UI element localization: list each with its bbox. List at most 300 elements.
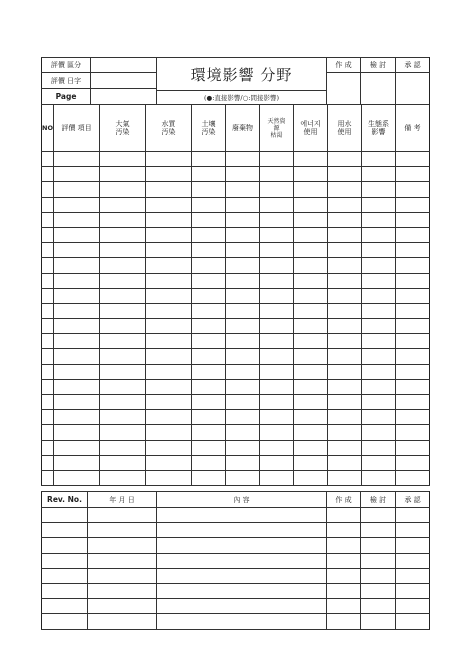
table-cell[interactable] — [54, 349, 100, 364]
table-cell[interactable] — [396, 568, 430, 583]
table-cell[interactable] — [328, 455, 362, 470]
eval-date-value[interactable] — [91, 73, 157, 89]
table-cell[interactable] — [294, 379, 328, 394]
table-cell[interactable] — [260, 379, 294, 394]
table-cell[interactable] — [362, 334, 396, 349]
table-cell[interactable] — [100, 470, 146, 485]
table-cell[interactable] — [362, 182, 396, 197]
table-cell[interactable] — [42, 182, 54, 197]
table-cell[interactable] — [157, 538, 327, 553]
evaluation-header-row — [42, 105, 430, 152]
table-cell[interactable] — [42, 334, 54, 349]
table-cell[interactable] — [100, 273, 146, 288]
table-cell[interactable] — [100, 303, 146, 318]
table-cell[interactable] — [100, 395, 146, 410]
table-cell[interactable] — [396, 273, 430, 288]
table-cell[interactable] — [328, 334, 362, 349]
table-cell[interactable] — [42, 197, 54, 212]
table-cell[interactable] — [157, 568, 327, 583]
table-cell[interactable] — [294, 258, 328, 273]
table-cell[interactable] — [327, 599, 361, 614]
table-cell[interactable] — [42, 273, 54, 288]
table-cell[interactable] — [328, 258, 362, 273]
table-cell[interactable] — [362, 395, 396, 410]
table-cell[interactable] — [294, 227, 328, 242]
table-cell[interactable] — [294, 212, 328, 227]
table-cell[interactable] — [396, 288, 430, 303]
approval-sign-approve[interactable] — [396, 73, 430, 105]
table-cell[interactable] — [396, 538, 430, 553]
table-cell[interactable] — [396, 334, 430, 349]
table-cell[interactable] — [54, 319, 100, 334]
table-cell[interactable] — [54, 303, 100, 318]
table-cell[interactable] — [192, 167, 226, 182]
table-cell[interactable] — [54, 395, 100, 410]
table-cell[interactable] — [100, 379, 146, 394]
table-cell[interactable] — [54, 410, 100, 425]
table-cell[interactable] — [328, 364, 362, 379]
table-cell[interactable] — [328, 319, 362, 334]
table-cell[interactable] — [54, 334, 100, 349]
table-cell[interactable] — [361, 523, 396, 538]
table-cell[interactable] — [42, 243, 54, 258]
table-cell[interactable] — [100, 410, 146, 425]
table-cell[interactable] — [42, 379, 54, 394]
table-cell[interactable] — [42, 303, 54, 318]
table-cell[interactable] — [294, 288, 328, 303]
table-cell[interactable] — [192, 455, 226, 470]
table-cell[interactable] — [294, 395, 328, 410]
table-cell[interactable] — [192, 227, 226, 242]
table-cell[interactable] — [88, 583, 157, 598]
table-cell[interactable] — [54, 258, 100, 273]
table-cell[interactable] — [226, 349, 260, 364]
table-cell[interactable] — [260, 349, 294, 364]
table-cell[interactable] — [146, 288, 192, 303]
table-cell[interactable] — [327, 538, 361, 553]
table-cell[interactable] — [396, 319, 430, 334]
table-cell[interactable] — [361, 538, 396, 553]
table-cell[interactable] — [100, 319, 146, 334]
table-cell[interactable] — [260, 395, 294, 410]
table-cell[interactable] — [396, 470, 430, 485]
table-cell[interactable] — [396, 152, 430, 167]
table-cell[interactable] — [192, 349, 226, 364]
table-cell[interactable] — [42, 395, 54, 410]
table-cell[interactable] — [192, 273, 226, 288]
table-cell[interactable] — [226, 258, 260, 273]
table-cell[interactable] — [294, 349, 328, 364]
table-cell[interactable] — [192, 152, 226, 167]
table-cell[interactable] — [361, 508, 396, 523]
table-cell[interactable] — [146, 152, 192, 167]
table-cell[interactable] — [362, 258, 396, 273]
table-cell[interactable] — [157, 553, 327, 568]
table-cell[interactable] — [362, 167, 396, 182]
table-cell[interactable] — [328, 227, 362, 242]
table-cell[interactable] — [146, 334, 192, 349]
table-cell[interactable] — [396, 455, 430, 470]
table-cell[interactable] — [396, 167, 430, 182]
table-cell[interactable] — [54, 455, 100, 470]
table-cell[interactable] — [327, 508, 361, 523]
table-cell[interactable] — [362, 303, 396, 318]
table-cell[interactable] — [42, 152, 54, 167]
table-cell[interactable] — [146, 455, 192, 470]
table-cell[interactable] — [226, 425, 260, 440]
table-cell[interactable] — [260, 364, 294, 379]
table-cell[interactable] — [100, 258, 146, 273]
table-cell[interactable] — [226, 288, 260, 303]
table-cell[interactable] — [192, 243, 226, 258]
table-cell[interactable] — [192, 379, 226, 394]
table-cell[interactable] — [328, 303, 362, 318]
table-cell[interactable] — [260, 288, 294, 303]
table-cell[interactable] — [226, 182, 260, 197]
table-cell[interactable] — [396, 364, 430, 379]
table-cell[interactable] — [260, 167, 294, 182]
table-cell[interactable] — [362, 440, 396, 455]
table-cell[interactable] — [192, 425, 226, 440]
table-cell[interactable] — [328, 182, 362, 197]
table-cell[interactable] — [294, 167, 328, 182]
table-cell[interactable] — [396, 258, 430, 273]
table-cell[interactable] — [42, 553, 88, 568]
table-cell[interactable] — [362, 379, 396, 394]
table-cell[interactable] — [396, 599, 430, 614]
table-cell[interactable] — [88, 523, 157, 538]
table-cell[interactable] — [294, 425, 328, 440]
table-cell[interactable] — [396, 197, 430, 212]
table-cell[interactable] — [226, 410, 260, 425]
table-cell[interactable] — [157, 614, 327, 629]
table-cell[interactable] — [294, 455, 328, 470]
table-cell[interactable] — [42, 455, 54, 470]
table-cell[interactable] — [100, 425, 146, 440]
table-cell[interactable] — [42, 440, 54, 455]
table-cell[interactable] — [42, 614, 88, 629]
table-cell[interactable] — [328, 425, 362, 440]
table-cell[interactable] — [294, 440, 328, 455]
table-cell[interactable] — [226, 243, 260, 258]
table-cell[interactable] — [100, 227, 146, 242]
table-cell[interactable] — [294, 319, 328, 334]
table-cell[interactable] — [362, 470, 396, 485]
table-cell[interactable] — [192, 288, 226, 303]
table-cell[interactable] — [260, 425, 294, 440]
table-cell[interactable] — [294, 334, 328, 349]
table-cell[interactable] — [146, 379, 192, 394]
table-cell[interactable] — [328, 152, 362, 167]
table-cell[interactable] — [146, 303, 192, 318]
table-cell[interactable] — [146, 197, 192, 212]
table-cell[interactable] — [54, 364, 100, 379]
table-cell[interactable] — [146, 243, 192, 258]
table-cell[interactable] — [328, 243, 362, 258]
table-cell[interactable] — [192, 212, 226, 227]
table-cell[interactable] — [226, 152, 260, 167]
table-cell[interactable] — [361, 599, 396, 614]
table-cell[interactable] — [396, 410, 430, 425]
table-cell[interactable] — [396, 379, 430, 394]
table-cell[interactable] — [146, 410, 192, 425]
table-cell[interactable] — [42, 410, 54, 425]
table-cell[interactable] — [327, 583, 361, 598]
table-cell[interactable] — [294, 303, 328, 318]
table-cell[interactable] — [192, 364, 226, 379]
table-cell[interactable] — [42, 538, 88, 553]
table-cell[interactable] — [327, 568, 361, 583]
table-cell[interactable] — [260, 334, 294, 349]
table-cell[interactable] — [361, 568, 396, 583]
table-cell[interactable] — [54, 182, 100, 197]
table-cell[interactable] — [260, 470, 294, 485]
table-cell[interactable] — [146, 273, 192, 288]
table-cell[interactable] — [42, 599, 88, 614]
table-cell[interactable] — [260, 440, 294, 455]
table-cell[interactable] — [100, 455, 146, 470]
table-cell[interactable] — [396, 583, 430, 598]
table-cell[interactable] — [54, 212, 100, 227]
approval-sign-create[interactable] — [327, 73, 361, 105]
table-cell[interactable] — [100, 152, 146, 167]
table-cell[interactable] — [146, 440, 192, 455]
table-cell[interactable] — [157, 523, 327, 538]
table-cell[interactable] — [42, 288, 54, 303]
table-cell[interactable] — [146, 395, 192, 410]
table-cell[interactable] — [42, 583, 88, 598]
table-cell[interactable] — [192, 410, 226, 425]
table-cell[interactable] — [100, 243, 146, 258]
table-cell[interactable] — [260, 197, 294, 212]
table-cell[interactable] — [88, 553, 157, 568]
table-cell[interactable] — [192, 334, 226, 349]
table-cell[interactable] — [88, 599, 157, 614]
table-cell[interactable] — [226, 167, 260, 182]
table-cell[interactable] — [54, 379, 100, 394]
table-cell[interactable] — [146, 364, 192, 379]
table-cell[interactable] — [146, 212, 192, 227]
table-cell[interactable] — [146, 470, 192, 485]
table-cell[interactable] — [100, 440, 146, 455]
table-cell[interactable] — [260, 258, 294, 273]
table-cell[interactable] — [226, 319, 260, 334]
table-cell[interactable] — [146, 319, 192, 334]
table-cell[interactable] — [100, 364, 146, 379]
table-cell[interactable] — [294, 197, 328, 212]
col-ecosystem-impact: 生態系 影響 — [362, 105, 396, 152]
table-cell[interactable] — [88, 614, 157, 629]
table-cell[interactable] — [327, 553, 361, 568]
table-cell[interactable] — [157, 508, 327, 523]
col-remarks: 備 考 — [396, 105, 430, 152]
table-cell[interactable] — [328, 212, 362, 227]
table-cell[interactable] — [146, 227, 192, 242]
approval-sign-review[interactable] — [361, 73, 396, 105]
table-cell[interactable] — [192, 303, 226, 318]
table-cell[interactable] — [192, 319, 226, 334]
table-cell[interactable] — [362, 273, 396, 288]
table-cell[interactable] — [54, 167, 100, 182]
table-cell[interactable] — [100, 288, 146, 303]
table-cell[interactable] — [362, 425, 396, 440]
table-cell[interactable] — [42, 227, 54, 242]
table-cell[interactable] — [226, 440, 260, 455]
table-cell[interactable] — [396, 395, 430, 410]
table-cell[interactable] — [100, 212, 146, 227]
table-cell[interactable] — [328, 197, 362, 212]
table-cell[interactable] — [100, 167, 146, 182]
table-cell[interactable] — [146, 425, 192, 440]
table-cell[interactable] — [192, 440, 226, 455]
table-cell[interactable] — [192, 182, 226, 197]
table-cell[interactable] — [362, 288, 396, 303]
table-cell[interactable] — [362, 212, 396, 227]
table-cell[interactable] — [146, 258, 192, 273]
table-cell[interactable] — [54, 152, 100, 167]
table-cell[interactable] — [42, 523, 88, 538]
eval-category-value[interactable] — [91, 58, 157, 73]
table-cell[interactable] — [260, 182, 294, 197]
table-cell[interactable] — [146, 182, 192, 197]
table-cell[interactable] — [88, 538, 157, 553]
table-cell[interactable] — [260, 319, 294, 334]
table-cell[interactable] — [328, 288, 362, 303]
table-cell[interactable] — [396, 182, 430, 197]
table-cell[interactable] — [328, 395, 362, 410]
table-cell[interactable] — [42, 349, 54, 364]
table-cell[interactable] — [88, 568, 157, 583]
table-cell[interactable] — [226, 303, 260, 318]
table-cell[interactable] — [260, 410, 294, 425]
table-cell[interactable] — [88, 508, 157, 523]
table-cell[interactable] — [100, 349, 146, 364]
table-cell[interactable] — [328, 167, 362, 182]
table-cell[interactable] — [294, 182, 328, 197]
table-cell[interactable] — [328, 379, 362, 394]
table-cell[interactable] — [260, 455, 294, 470]
table-cell[interactable] — [327, 614, 361, 629]
table-cell[interactable] — [294, 364, 328, 379]
table-cell[interactable] — [260, 212, 294, 227]
table-cell[interactable] — [226, 379, 260, 394]
table-cell[interactable] — [42, 212, 54, 227]
page-value[interactable] — [91, 89, 157, 105]
table-cell[interactable] — [362, 410, 396, 425]
table-cell[interactable] — [362, 152, 396, 167]
table-cell[interactable] — [294, 152, 328, 167]
table-cell[interactable] — [226, 364, 260, 379]
table-cell[interactable] — [192, 197, 226, 212]
evaluation-table — [41, 104, 430, 486]
table-cell[interactable] — [54, 197, 100, 212]
table-cell[interactable] — [260, 303, 294, 318]
table-cell[interactable] — [226, 470, 260, 485]
table-cell[interactable] — [100, 197, 146, 212]
table-cell[interactable] — [396, 425, 430, 440]
table-cell[interactable] — [327, 523, 361, 538]
table-cell[interactable] — [260, 227, 294, 242]
table-cell[interactable] — [157, 583, 327, 598]
table-cell[interactable] — [42, 364, 54, 379]
table-cell[interactable] — [362, 227, 396, 242]
table-cell[interactable] — [54, 227, 100, 242]
table-cell[interactable] — [146, 167, 192, 182]
table-cell[interactable] — [42, 319, 54, 334]
table-cell[interactable] — [328, 440, 362, 455]
table-cell[interactable] — [42, 425, 54, 440]
table-cell[interactable] — [362, 319, 396, 334]
table-cell[interactable] — [328, 410, 362, 425]
table-cell[interactable] — [294, 243, 328, 258]
table-cell[interactable] — [362, 455, 396, 470]
table-cell[interactable] — [226, 273, 260, 288]
table-cell[interactable] — [362, 197, 396, 212]
table-cell[interactable] — [294, 470, 328, 485]
table-cell[interactable] — [396, 227, 430, 242]
table-cell[interactable] — [361, 553, 396, 568]
table-cell[interactable] — [226, 227, 260, 242]
table-cell[interactable] — [362, 364, 396, 379]
table-cell[interactable] — [192, 470, 226, 485]
table-cell[interactable] — [146, 349, 192, 364]
table-cell[interactable] — [100, 334, 146, 349]
table-cell[interactable] — [42, 470, 54, 485]
table-cell[interactable] — [226, 334, 260, 349]
table-cell[interactable] — [362, 349, 396, 364]
table-cell[interactable] — [362, 243, 396, 258]
table-cell[interactable] — [260, 152, 294, 167]
table-cell[interactable] — [294, 273, 328, 288]
table-cell[interactable] — [396, 508, 430, 523]
table-cell[interactable] — [42, 258, 54, 273]
table-cell[interactable] — [54, 288, 100, 303]
table-cell[interactable] — [226, 197, 260, 212]
table-cell[interactable] — [328, 470, 362, 485]
table-cell[interactable] — [226, 455, 260, 470]
table-cell[interactable] — [396, 614, 430, 629]
table-cell[interactable] — [54, 425, 100, 440]
table-cell[interactable] — [54, 273, 100, 288]
table-cell[interactable] — [361, 614, 396, 629]
table-cell[interactable] — [260, 273, 294, 288]
table-cell[interactable] — [361, 583, 396, 598]
table-cell[interactable] — [54, 470, 100, 485]
table-cell[interactable] — [54, 440, 100, 455]
table-cell[interactable] — [396, 303, 430, 318]
table-cell[interactable] — [192, 258, 226, 273]
table-cell[interactable] — [396, 212, 430, 227]
table-cell[interactable] — [396, 553, 430, 568]
table-cell[interactable] — [396, 523, 430, 538]
table-cell[interactable] — [396, 440, 430, 455]
table-cell[interactable] — [157, 599, 327, 614]
table-cell[interactable] — [42, 167, 54, 182]
table-cell[interactable] — [294, 410, 328, 425]
table-cell[interactable] — [226, 212, 260, 227]
table-cell[interactable] — [260, 243, 294, 258]
table-cell[interactable] — [54, 243, 100, 258]
table-cell[interactable] — [100, 182, 146, 197]
table-cell[interactable] — [42, 568, 88, 583]
table-cell[interactable] — [328, 273, 362, 288]
table-cell[interactable] — [328, 349, 362, 364]
table-cell[interactable] — [192, 395, 226, 410]
table-cell[interactable] — [396, 349, 430, 364]
table-cell[interactable] — [396, 243, 430, 258]
table-cell[interactable] — [226, 395, 260, 410]
table-cell[interactable] — [42, 508, 88, 523]
